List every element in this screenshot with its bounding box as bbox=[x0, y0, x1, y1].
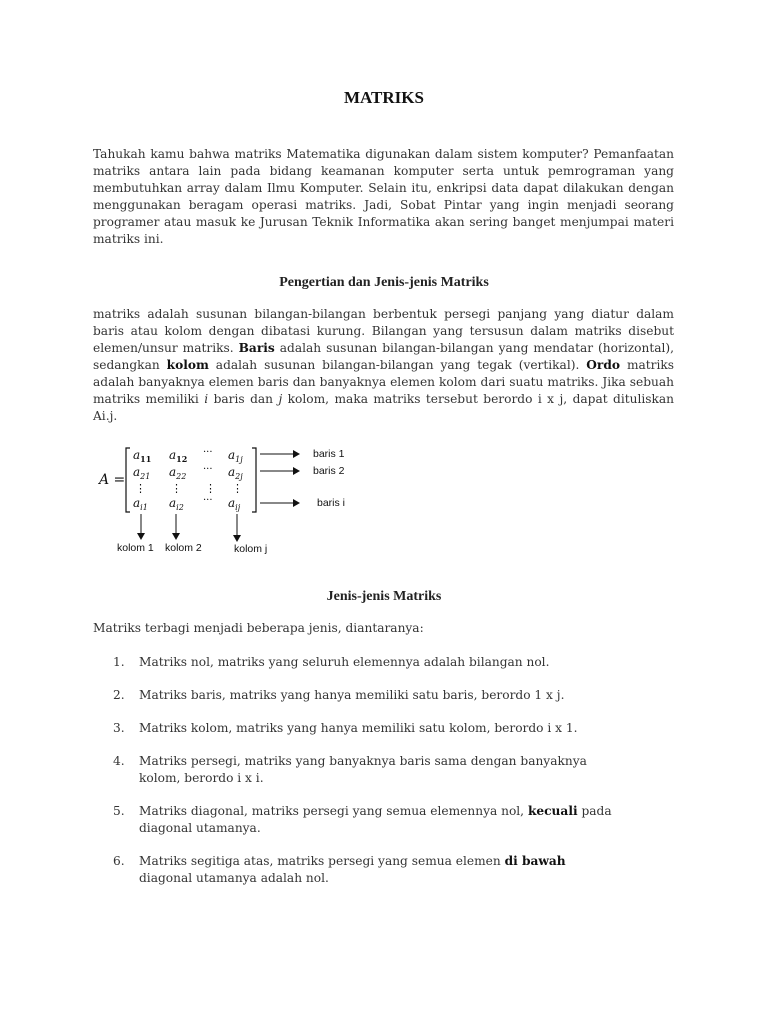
list-number: 2. bbox=[113, 688, 125, 702]
vdots-col2: ⋮ bbox=[171, 482, 182, 495]
col-arrow-j bbox=[233, 514, 241, 542]
list-number: 1. bbox=[113, 655, 125, 669]
definition-paragraph bbox=[93, 306, 674, 425]
term-ordo: Ordo bbox=[586, 358, 620, 372]
definition-text-3: adalah susunan bilangan-bilangan yang tegak (vertikal). bbox=[215, 358, 580, 372]
list-text: Matriks persegi, matriks yang banyaknya baris sama dengan banyaknya kolom, berordo i x i. bbox=[139, 754, 587, 785]
jenis-intro: Matriks terbagi menjadi beberapa jenis, diantaranya: bbox=[93, 621, 424, 635]
entry-ai1: $a_{i1}$ bbox=[133, 496, 148, 512]
definition-text-2: adalah susunan bilangan-bilangan yang mendatar (horizontal), sedangkan bbox=[93, 341, 675, 372]
intro-paragraph: Tahukah kamu bahwa matriks Matematika digunakan dalam sistem komputer? Pemanfaatan matriks antara lain pada bidang keamanan komputer serta untuk pemrograman yang membutuhkan array dalam Ilmu Komputer. Selain itu, enkripsi data dapat dilakukan dengan menggunakan beragam operasi matriks. Jadi, Sobat Pintar yang ingin menjadi seorang programer atau masuk ke Jurusan Teknik Informatika akan sering banget menjumpai materi matriks ini. bbox=[93, 147, 674, 246]
section-heading-jenis: Jenis-jenis Matriks bbox=[326, 589, 442, 604]
vdots-col3: ⋮ bbox=[205, 482, 216, 495]
definition-text-6: kolom, maka matriks tersebut berordo i x j, dapat dituliskan Ai.j. bbox=[93, 392, 675, 423]
definition-text-1: matriks adalah susunan bilangan-bilangan berbentuk persegi panjang yang diatur dalam baris atau kolom dengan dibatasi kurung. Bilangan yang tersusun dalam matriks disebut elemen/unsur matriks. bbox=[93, 307, 674, 355]
left-bracket bbox=[126, 448, 130, 512]
entry-a2j: $a_{2j}$ bbox=[228, 465, 243, 481]
section-heading-pengertian: Pengertian dan Jenis-jenis Matriks bbox=[279, 275, 489, 290]
page-title: MATRIKS bbox=[344, 88, 424, 107]
definition-text-4: matriks adalah banyaknya elemen baris dan banyaknya elemen kolom dari suatu matriks. Jika sebuah matriks memiliki bbox=[93, 358, 675, 406]
list-text: Matriks baris, matriks yang hanya memiliki satu baris, berordo 1 x j. bbox=[139, 688, 565, 702]
term-baris: Baris bbox=[238, 341, 275, 355]
list-text-before: Matriks diagonal, matriks persegi yang semua elemennya nol, bbox=[139, 804, 525, 818]
label-baris-1: baris 1 bbox=[313, 448, 345, 460]
row-arrow-i bbox=[260, 499, 300, 507]
right-bracket bbox=[252, 448, 256, 512]
row-arrow-2 bbox=[260, 467, 300, 475]
row-arrow-1 bbox=[260, 450, 300, 458]
label-kolom-1: kolom 1 bbox=[117, 542, 154, 554]
hdots-row2: ··· bbox=[203, 464, 213, 475]
var-j: j bbox=[278, 392, 283, 406]
list-item bbox=[93, 720, 653, 737]
hdots-rowi: ··· bbox=[203, 495, 213, 506]
list-text-after: pada diagonal utamanya. bbox=[139, 804, 612, 835]
entry-a1j: $a_{1j}$ bbox=[228, 448, 243, 464]
list-text-before: Matriks segitiga atas, matriks persegi yang semua elemen bbox=[139, 854, 501, 868]
label-kolom-2: kolom 2 bbox=[165, 542, 202, 554]
list-item bbox=[93, 654, 653, 671]
definition-text-5: baris dan bbox=[213, 392, 274, 406]
label-baris-i: baris i bbox=[317, 497, 346, 509]
vdots-colj: ⋮ bbox=[232, 482, 243, 495]
term-kolom: kolom bbox=[166, 358, 209, 372]
list-text: Matriks kolom, matriks yang hanya memiliki satu kolom, berordo i x 1. bbox=[139, 721, 578, 735]
entry-ai2: $a_{i2}$ bbox=[169, 496, 184, 512]
list-item bbox=[93, 853, 653, 887]
list-text-after: diagonal utamanya adalah nol. bbox=[139, 871, 329, 885]
entry-a11: $a_{11}$ bbox=[133, 448, 152, 464]
col-arrow-1 bbox=[137, 514, 145, 540]
list-item bbox=[93, 687, 653, 704]
list-number: 6. bbox=[113, 854, 125, 868]
entry-a22: $a_{22}$ bbox=[169, 465, 187, 481]
label-kolom-j: kolom j bbox=[234, 543, 268, 555]
entry-aij: $a_{ij}$ bbox=[228, 496, 241, 512]
entry-a12: $a_{12}$ bbox=[169, 448, 188, 464]
matrix-diagram bbox=[95, 440, 375, 560]
list-number: 3. bbox=[113, 721, 125, 735]
label-baris-2: baris 2 bbox=[313, 465, 345, 477]
list-bold: di bawah bbox=[504, 854, 566, 868]
col-arrow-2 bbox=[172, 514, 180, 540]
list-item bbox=[93, 753, 653, 787]
list-number: 4. bbox=[113, 754, 125, 768]
matrix-name: A = bbox=[99, 472, 126, 488]
hdots-row1: ··· bbox=[203, 447, 213, 458]
vdots-col1: ⋮ bbox=[135, 482, 146, 495]
matrix-types-list bbox=[93, 654, 653, 887]
var-i: i bbox=[204, 392, 209, 406]
list-bold: kecuali bbox=[527, 804, 578, 818]
list-item bbox=[93, 803, 653, 837]
list-text: Matriks nol, matriks yang seluruh elemennya adalah bilangan nol. bbox=[139, 655, 550, 669]
list-number: 5. bbox=[113, 804, 125, 818]
entry-a21: $a_{21}$ bbox=[133, 465, 151, 481]
